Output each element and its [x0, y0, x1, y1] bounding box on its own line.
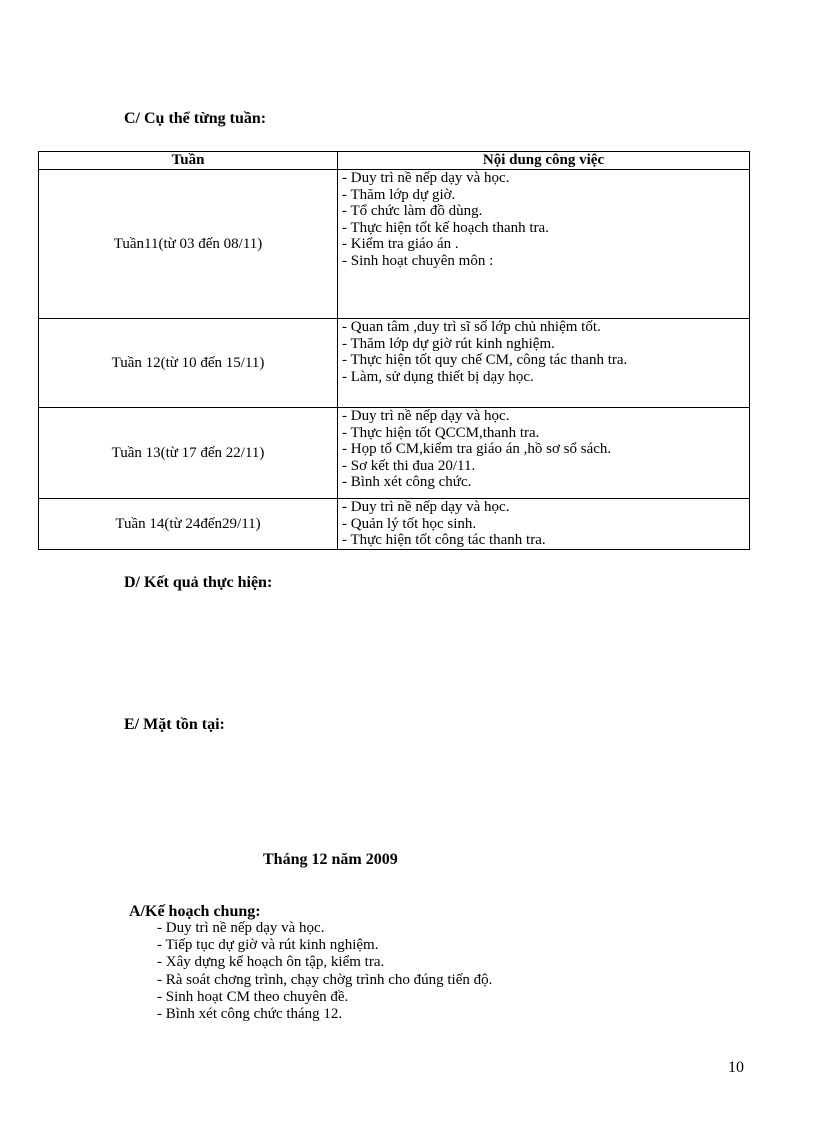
task-item: - Quản lý tốt học sinh. [342, 515, 477, 532]
task-item: - Duy trì nề nếp dạy và học. [342, 408, 510, 424]
task-item: - Kiểm tra giáo án . [342, 236, 459, 252]
task-cell [338, 408, 750, 499]
task-item: - Tổ chức làm đồ dùng. [342, 203, 483, 219]
task-item: - Thực hiện tốt quy chế CM, công tác thanh tra. [342, 352, 628, 368]
task-item: - Sinh hoạt chuyên môn : [342, 252, 494, 269]
month-title: Tháng 12 năm 2009 [263, 851, 398, 868]
task-item: - Duy trì nề nếp dạy và học. [342, 170, 510, 186]
task-item: - Làm, sử dụng thiết bị dạy học. [342, 368, 534, 385]
task-item: - Quan tâm ,duy trì sĩ số lớp chủ nhiệm tốt. [342, 319, 601, 335]
section-d-heading: D/ Kết quả thực hiện: [124, 574, 273, 591]
task-item: - Thăm lớp dự giờ rút kinh nghiệm. [342, 335, 555, 352]
task-item: - Thực hiện tốt kế hoạch thanh tra. [342, 219, 549, 236]
task-item: - Họp tổ CM,kiểm tra giáo án ,hồ sơ sổ sách. [342, 441, 612, 457]
table-row [39, 319, 750, 408]
plan-item: - Sinh hoạt CM theo chuyên đề. [157, 988, 349, 1005]
task-cell [338, 170, 750, 319]
general-plan-list [157, 920, 492, 1023]
task-cell [338, 319, 750, 408]
section-c-heading: C/ Cụ thể từng tuần: [124, 110, 267, 127]
weekly-schedule-table [38, 151, 750, 550]
table-header-row [39, 152, 750, 170]
table-row [39, 408, 750, 499]
week-cell: Tuần 12(từ 10 đến 15/11) [39, 319, 338, 408]
task-item: - Sơ kết thi đua 20/11. [342, 457, 476, 474]
plan-item: - Bình xét công chức tháng 12. [157, 1006, 343, 1023]
table-row [39, 499, 750, 550]
week-cell: Tuần 14(từ 24đến29/11) [39, 499, 338, 550]
plan-item: - Rà soát chơng trình, chạy chờg trình cho đúng tiến độ. [157, 971, 493, 988]
week-cell: Tuần11(từ 03 đến 08/11) [39, 170, 338, 319]
task-item: - Duy trì nề nếp dạy và học. [342, 499, 510, 515]
task-item: - Thực hiện tốt QCCM,thanh tra. [342, 424, 540, 441]
table-row [39, 170, 750, 319]
section-a-heading: A/Kế hoạch chung: [129, 903, 261, 920]
section-e-heading: E/ Mặt tồn tại: [124, 716, 225, 733]
plan-item: - Tiếp tục dự giờ và rút kinh nghiệm. [157, 937, 379, 954]
week-cell: Tuần 13(từ 17 đến 22/11) [39, 408, 338, 499]
task-item: - Bình xét công chức. [342, 474, 472, 490]
task-cell [338, 499, 750, 550]
header-content: Nội dung công việc [338, 152, 750, 170]
plan-item: - Duy trì nề nếp dạy và học. [157, 920, 325, 936]
task-item: - Thăm lớp dự giờ. [342, 186, 456, 203]
plan-item: - Xây dựng kế hoạch ôn tập, kiểm tra. [157, 954, 385, 971]
header-week: Tuần [39, 152, 338, 170]
task-item: - Thực hiện tốt công tác thanh tra. [342, 532, 546, 548]
page-number: 10 [728, 1059, 744, 1076]
